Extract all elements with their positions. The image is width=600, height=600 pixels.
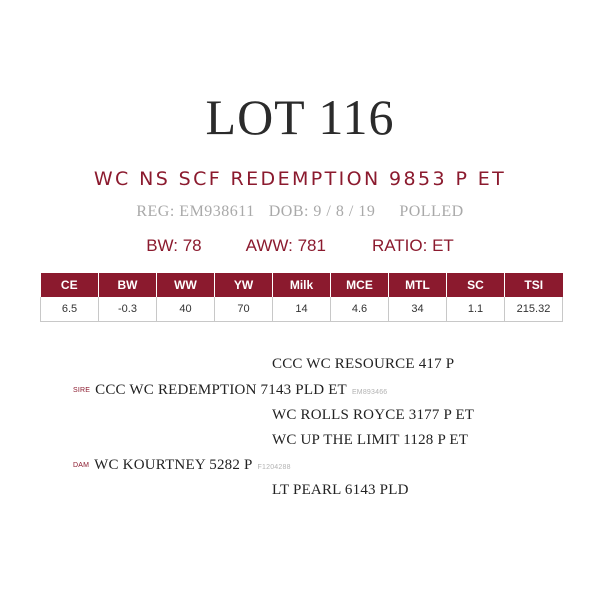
dam-name: WC KOURTNEY 5282 P <box>94 457 253 473</box>
epd-header-mtl: MTL <box>389 273 447 297</box>
epd-header-milk: Milk <box>273 273 331 297</box>
pedigree-sire-dam: WC ROLLS ROYCE 3177 P ET <box>272 407 475 423</box>
registration-number: REG: EM938611 <box>136 203 255 220</box>
pedigree-dam-sire: WC UP THE LIMIT 1128 P ET <box>272 432 469 448</box>
pedigree-dam-dam: LT PEARL 6143 PLD <box>272 482 409 498</box>
pedigree-sire-sire: CCC WC RESOURCE 417 P <box>272 356 455 372</box>
registration-line <box>0 203 600 221</box>
epd-table <box>40 273 563 322</box>
pedigree-dam <box>73 457 291 474</box>
sire-registration: EM893466 <box>351 389 388 396</box>
polled-status: POLLED <box>399 203 464 220</box>
epd-value-tsi: 215.32 <box>505 297 563 322</box>
epd-value-mce: 4.6 <box>331 297 389 322</box>
epd-value-yw: 70 <box>215 297 273 322</box>
dam-label: DAM <box>73 462 90 469</box>
dam-registration: F1204288 <box>257 464 291 471</box>
epd-value-row <box>41 297 563 322</box>
animal-name: WC NS SCF REDEMPTION 9853 P ET <box>93 168 507 190</box>
epd-value-sc: 1.1 <box>447 297 505 322</box>
performance-summary <box>0 236 600 256</box>
epd-header-sc: SC <box>447 273 505 297</box>
epd-header-bw: BW <box>99 273 157 297</box>
epd-header-row <box>41 273 563 297</box>
ratio: RATIO: ET <box>371 236 454 255</box>
pedigree-sire <box>73 382 387 399</box>
date-of-birth: DOB: 9 / 8 / 19 <box>268 203 376 220</box>
epd-header-tsi: TSI <box>505 273 563 297</box>
sire-name: CCC WC REDEMPTION 7143 PLD ET <box>95 382 347 398</box>
epd-value-mtl: 34 <box>389 297 447 322</box>
sire-label: SIRE <box>73 387 91 394</box>
epd-header-mce: MCE <box>331 273 389 297</box>
epd-value-ww: 40 <box>157 297 215 322</box>
epd-value-milk: 14 <box>273 297 331 322</box>
lot-title: LOT 116 <box>205 89 395 145</box>
epd-value-ce: 6.5 <box>41 297 99 322</box>
epd-header-ce: CE <box>41 273 99 297</box>
epd-header-yw: YW <box>215 273 273 297</box>
adjusted-weaning-weight: AWW: 781 <box>245 236 326 255</box>
epd-value-bw: -0.3 <box>99 297 157 322</box>
epd-header-ww: WW <box>157 273 215 297</box>
birth-weight: BW: 78 <box>146 236 202 255</box>
